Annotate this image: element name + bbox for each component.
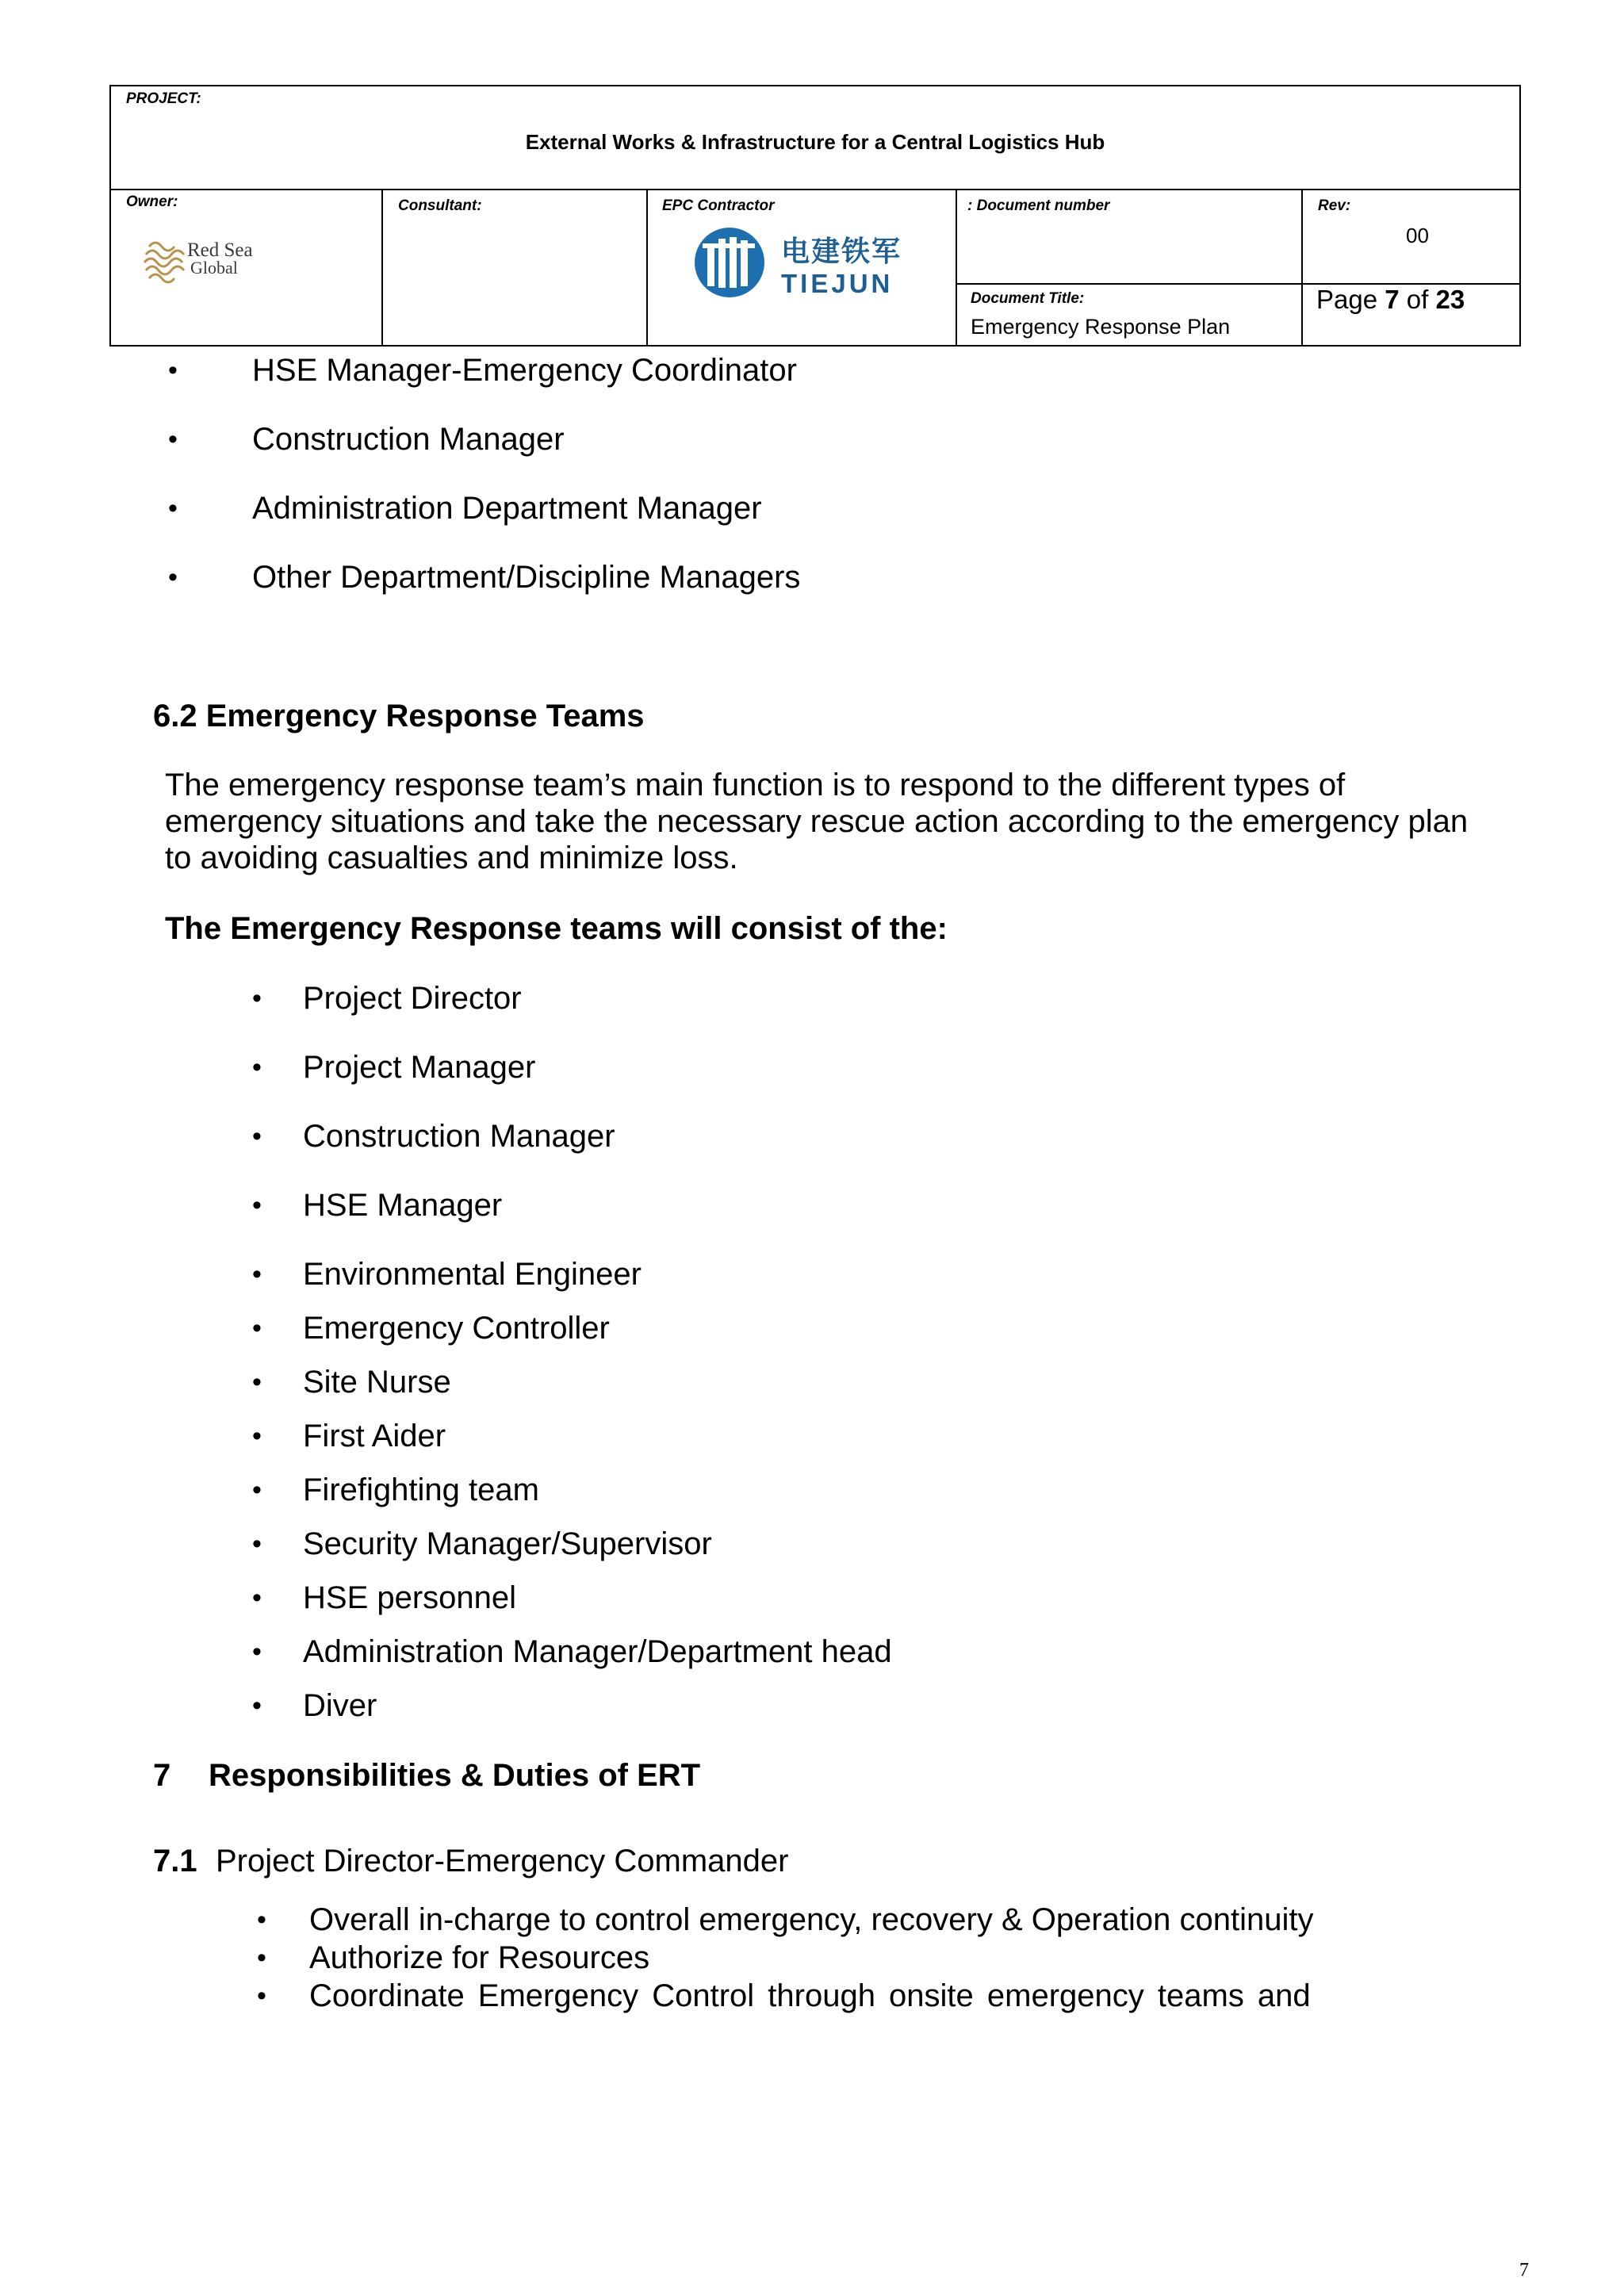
owner-label: Owner: (126, 193, 178, 210)
section-7-number: 7 (153, 1758, 171, 1793)
bullet: • (252, 1367, 262, 1397)
bullet: • (252, 1475, 262, 1505)
list-item: Construction Manager (252, 422, 565, 457)
rev-value: 00 (1406, 224, 1429, 247)
list-item: Coordinate Emergency Control through onsite emergency teams and (309, 1978, 1311, 2013)
list-item: HSE personnel (303, 1580, 517, 1615)
section-6-2-paragraph: The emergency response team’s main function is to respond to the different types of emergency situations and take the necessary rescue action according to the emergency plan to avoiding casualties and minimize loss. (165, 768, 1469, 875)
consultant-label: Consultant: (398, 197, 482, 214)
bullet: • (252, 1052, 262, 1082)
divider (956, 190, 957, 345)
bullet: • (252, 983, 262, 1013)
bullet: • (252, 1121, 262, 1151)
list-item: Project Director (303, 981, 522, 1016)
bullet: • (252, 1313, 262, 1343)
rev-label: Rev: (1318, 197, 1351, 214)
divider (1301, 190, 1303, 345)
list-item: Emergency Controller (303, 1311, 610, 1346)
logo-line: Red Sea (187, 239, 253, 261)
section-7-1-heading: Project Director-Emergency Commander (216, 1844, 789, 1878)
project-label: PROJECT: (126, 90, 201, 107)
document-number-label: : Document number (967, 197, 1110, 214)
page-indicator: Page 7 of 23 (1316, 285, 1465, 314)
list-item: Security Manager/Supervisor (303, 1526, 712, 1561)
divider (381, 190, 383, 345)
section-6-2-subheading: The Emergency Response teams will consist of the: (165, 911, 948, 946)
epc-logo-english: TIEJUN (781, 269, 894, 298)
list-item: Administration Manager/Department head (303, 1634, 892, 1669)
epc-contractor-label: EPC Contractor (662, 197, 775, 214)
section-7-heading: Responsibilities & Duties of ERT (209, 1758, 701, 1793)
bullet: • (252, 1637, 262, 1667)
bullet: • (257, 1905, 266, 1935)
bullet: • (168, 355, 178, 385)
epc-logo-chinese: 电建铁军 (781, 235, 902, 267)
list-item: HSE Manager (303, 1188, 503, 1223)
bullet: • (252, 1583, 262, 1613)
list-item: Overall in-charge to control emergency, recovery & Operation continuity (309, 1902, 1314, 1937)
list-item: Administration Department Manager (252, 491, 762, 526)
header-project-row (111, 86, 1519, 190)
list-item: Site Nurse (303, 1365, 451, 1400)
list-item: Other Department/Discipline Managers (252, 560, 801, 595)
bullet: • (252, 1421, 262, 1451)
project-title: External Works & Infrastructure for a Central Logistics Hub (525, 130, 1105, 154)
document-header-table (109, 85, 1521, 347)
list-item: First Aider (303, 1419, 446, 1453)
bullet: • (168, 562, 178, 592)
logo-line: Global (190, 258, 238, 278)
list-item: Environmental Engineer (303, 1257, 642, 1292)
owner-logo-text (187, 239, 253, 278)
bullet: • (252, 1691, 262, 1721)
bullet: • (257, 1943, 266, 1973)
list-item: HSE Manager-Emergency Coordinator (252, 353, 797, 388)
list-item: Authorize for Resources (309, 1940, 650, 1975)
divider (646, 190, 648, 345)
list-item: Firefighting team (303, 1473, 539, 1507)
bullet: • (257, 1981, 266, 2011)
bullet: • (168, 424, 178, 454)
bullet: • (252, 1259, 262, 1289)
section-6-2-heading: 6.2 Emergency Response Teams (153, 699, 645, 733)
list-item: Project Manager (303, 1050, 536, 1085)
list-item: Construction Manager (303, 1119, 615, 1154)
section-7-1-number: 7.1 (153, 1844, 197, 1878)
bullet: • (252, 1529, 262, 1559)
bullet: • (252, 1190, 262, 1220)
document-title-value: Emergency Response Plan (971, 315, 1231, 339)
bullet: • (168, 493, 178, 523)
footer-page-number: 7 (1519, 2260, 1529, 2281)
document-title-label: Document Title: (971, 290, 1085, 307)
list-item: Diver (303, 1688, 377, 1723)
